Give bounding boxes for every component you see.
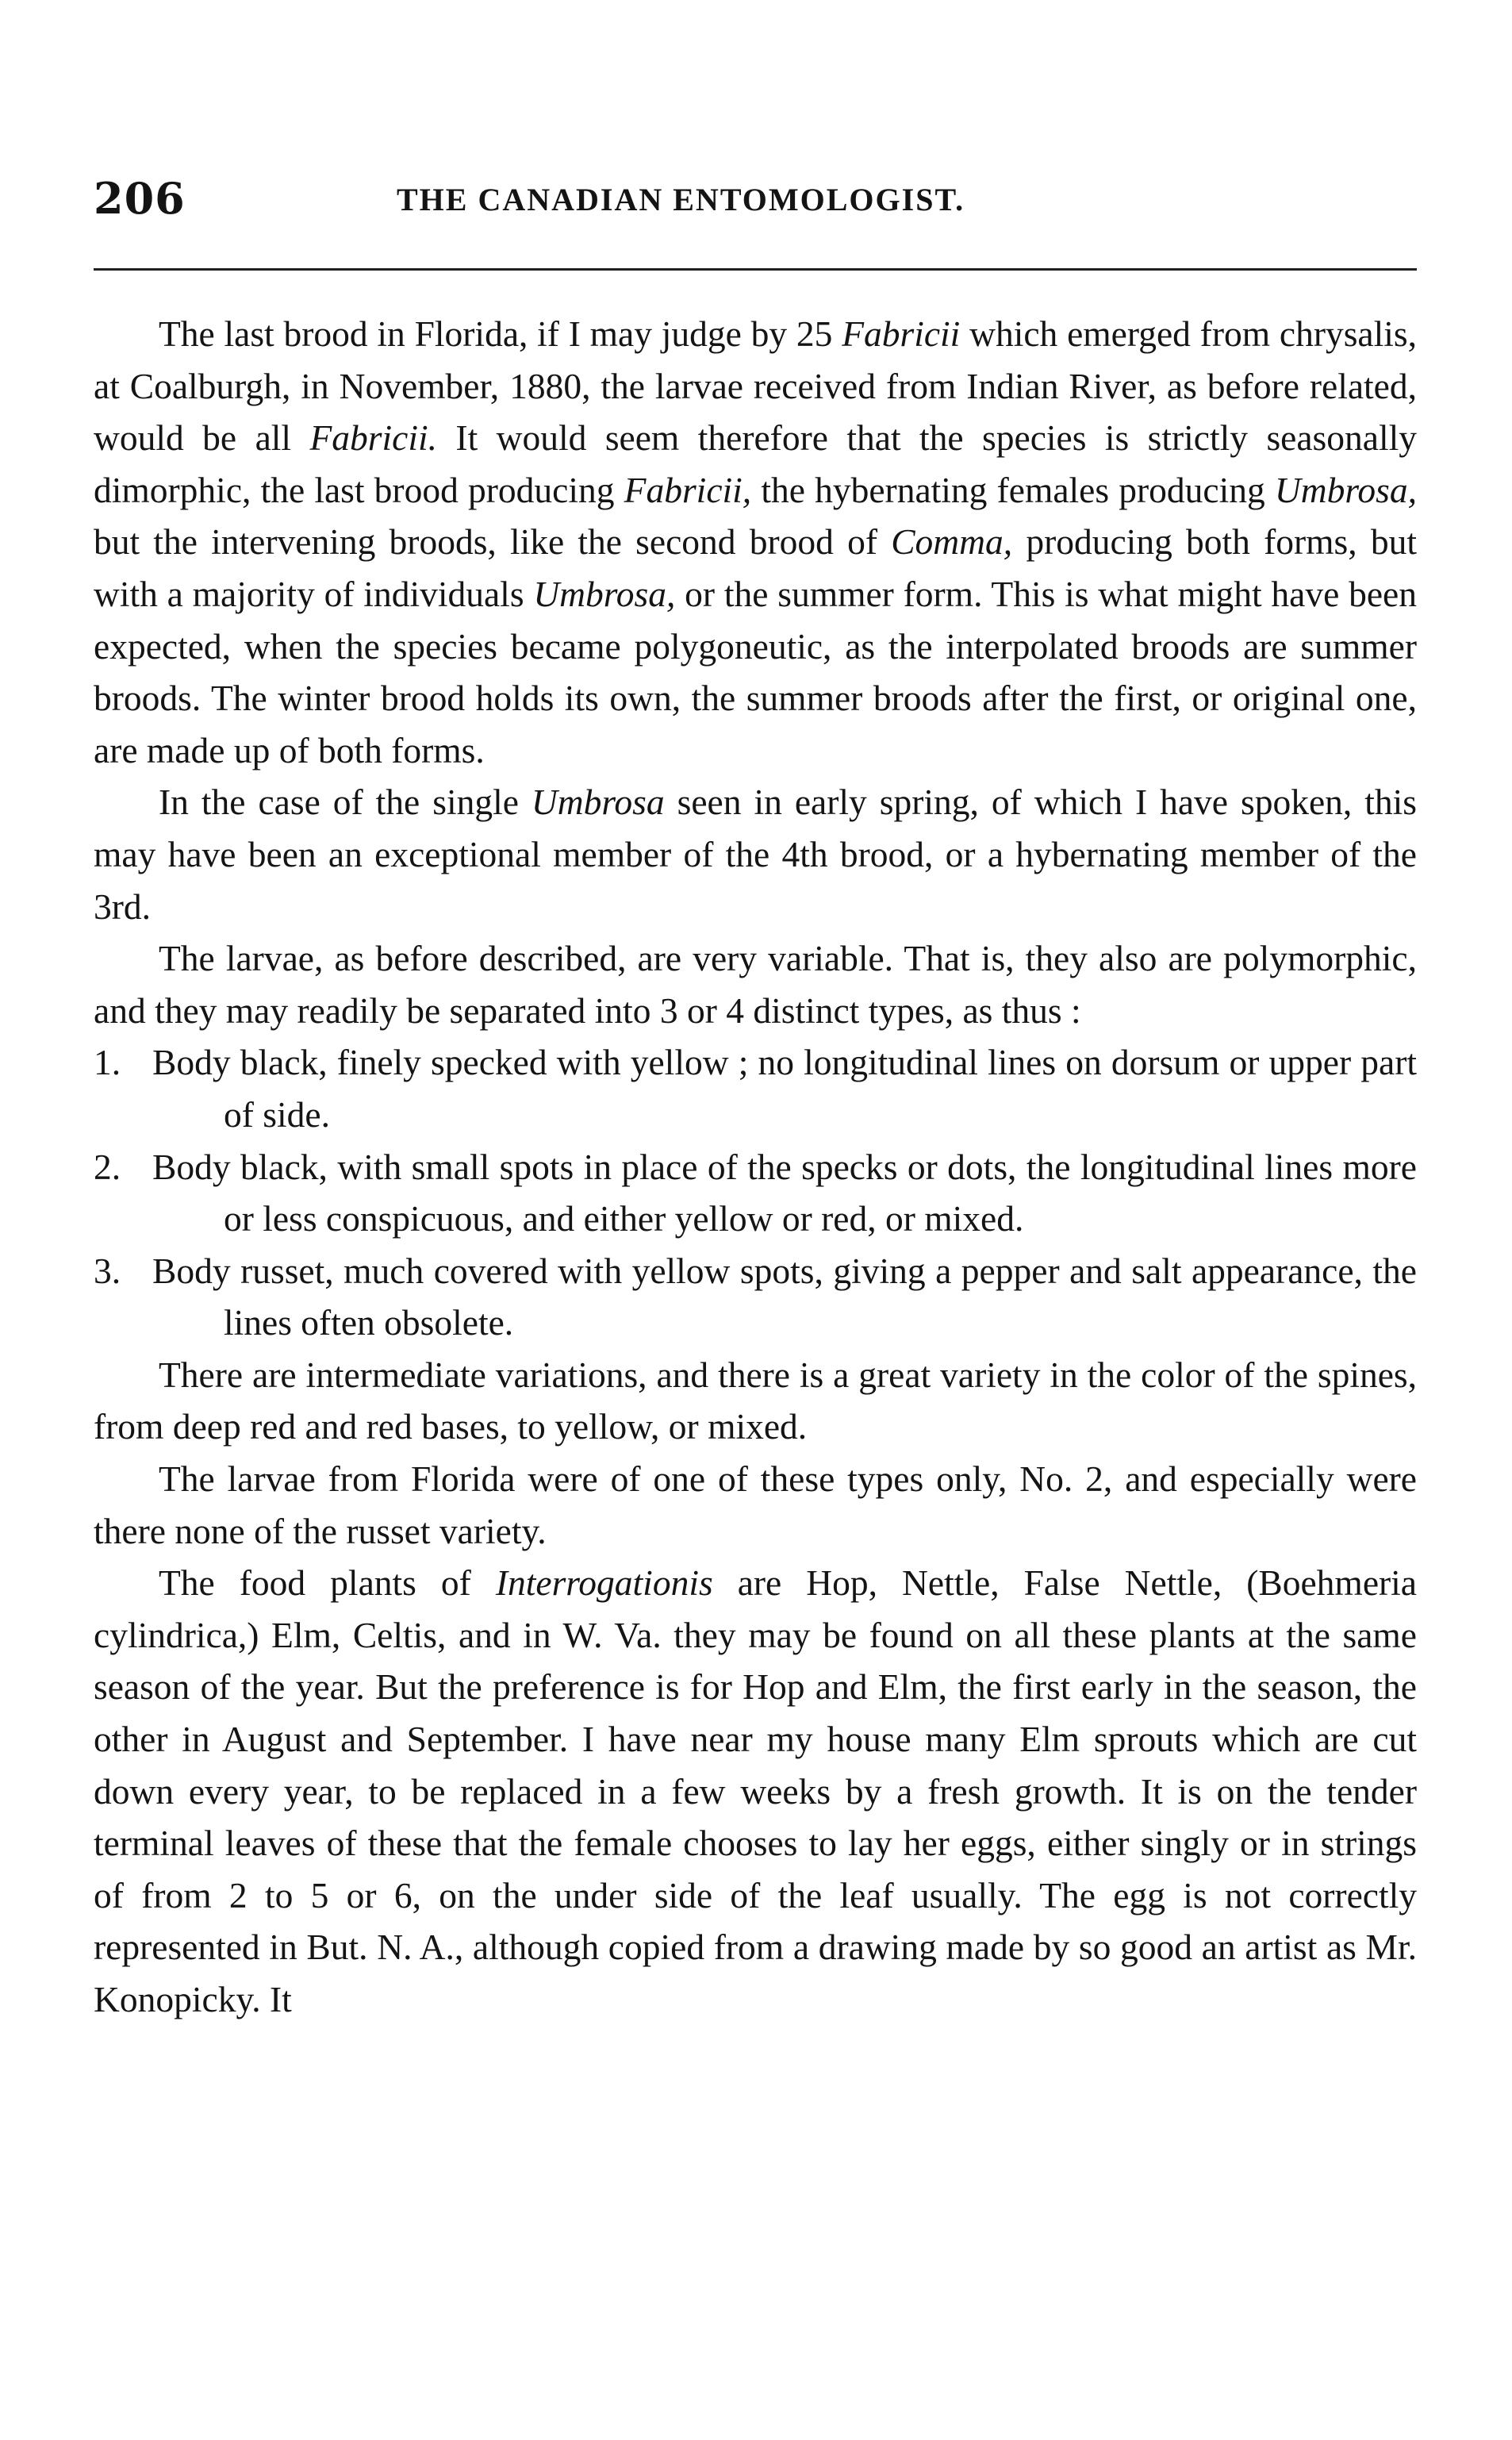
text-run: or the summer form. This is what might have been expected, when the species became polygoneutic, as the interpolated broods are summer broods. The winter brood holds its own, the summer broods after the first, or original one, are made up of both forms. <box>94 573 1417 770</box>
text-run: The food plants of <box>159 1562 496 1604</box>
running-header <box>94 173 1417 229</box>
text-run: are Hop, Nettle, False Nettle, (Boehmeria cylindrica,) Elm, Celtis, and in W. Va. they may be found on all these plants at the same season of the year. But the preference is for Hop and Elm, the first early in the season, the other in August and September. I have near my house many Elm sprouts which are cut down every year, to be replaced in a few weeks by a fresh growth. It is on the tender terminal leaves of these that the female chooses to lay her eggs, either singly or in strings of from 2 to 5 or 6, on the under side of the leaf usually. The egg is not correctly represented in But. N. A., although copied from a drawing made by so good an artist as Mr. Konopicky. It <box>94 1562 1418 2019</box>
list-item <box>94 1036 1417 1140</box>
list-number: 2. <box>94 1146 121 1187</box>
list-number: 1. <box>94 1042 121 1083</box>
paragraph <box>94 308 1417 776</box>
text-run: seen in early spring, of which I have spoken, this may have been an exceptional member of the 4th brood, or a hybernating member of the 3rd. <box>94 782 1418 927</box>
paragraph <box>94 1453 1417 1557</box>
text-run: In the case of the single <box>159 782 532 823</box>
italic-run: Fabricii <box>842 313 961 354</box>
text-run: There are intermediate variations, and there is a great variety in the color of the spines, from deep red and red bases, to yellow, or mixed. <box>94 1354 1417 1447</box>
paragraph <box>94 1349 1417 1453</box>
page-body <box>94 308 1417 2026</box>
list-text: Body black, with small spots in place of the specks or dots, the longitudinal lines more or less conspicuous, and either yellow or red, or mixed. <box>152 1146 1417 1239</box>
paragraph <box>94 1557 1417 2025</box>
text-run: The larvae from Florida were of one of these types only, No. 2, and especially were there none of the russet variety. <box>94 1458 1417 1551</box>
text-run: producing both forms, but with a majority of individuals <box>94 521 1417 614</box>
list-text: Body russet, much covered with yellow spots, giving a pepper and salt appearance, the lines often obsolete. <box>152 1250 1417 1343</box>
list-item <box>94 1245 1417 1349</box>
paragraph <box>94 932 1417 1036</box>
larva-types-list <box>94 1036 1417 1349</box>
text-run: which emerged from chrysalis, at Coalburgh, in November, 1880, the larvae received from Indian River, as before related, would be all <box>94 313 1417 459</box>
italic-run: Umbrosa <box>531 782 665 823</box>
italic-run: Fabricii. <box>309 417 437 459</box>
italic-run: Fabricii, <box>624 469 752 510</box>
text-run: The last brood in Florida, if I may judge by 25 <box>159 313 842 354</box>
italic-run: Interrogationis <box>495 1562 713 1604</box>
paragraph <box>94 776 1417 932</box>
list-item <box>94 1141 1417 1245</box>
page-number: 206 <box>94 173 186 224</box>
italic-run: Umbrosa, <box>1274 469 1417 510</box>
header-rule <box>94 268 1417 271</box>
italic-run: Umbrosa, <box>533 573 676 614</box>
running-title: THE CANADIAN ENTOMOLOGIST. <box>397 182 965 217</box>
text-run: It would seem therefore that the species is strictly seasonally dimorphic, the last brood producing <box>94 417 1417 510</box>
list-number: 3. <box>94 1250 121 1291</box>
text-run: the hybernating females producing <box>751 469 1275 510</box>
italic-run: Comma, <box>891 521 1013 563</box>
text-run: but the intervening broods, like the second brood of <box>94 521 892 563</box>
text-run: The larvae, as before described, are very variable. That is, they also are polymorphic, and they may readily be separated into 3 or 4 distinct types, as thus : <box>94 938 1417 1031</box>
list-text: Body black, finely specked with yellow ; no longitudinal lines on dorsum or upper part of side. <box>152 1042 1417 1135</box>
